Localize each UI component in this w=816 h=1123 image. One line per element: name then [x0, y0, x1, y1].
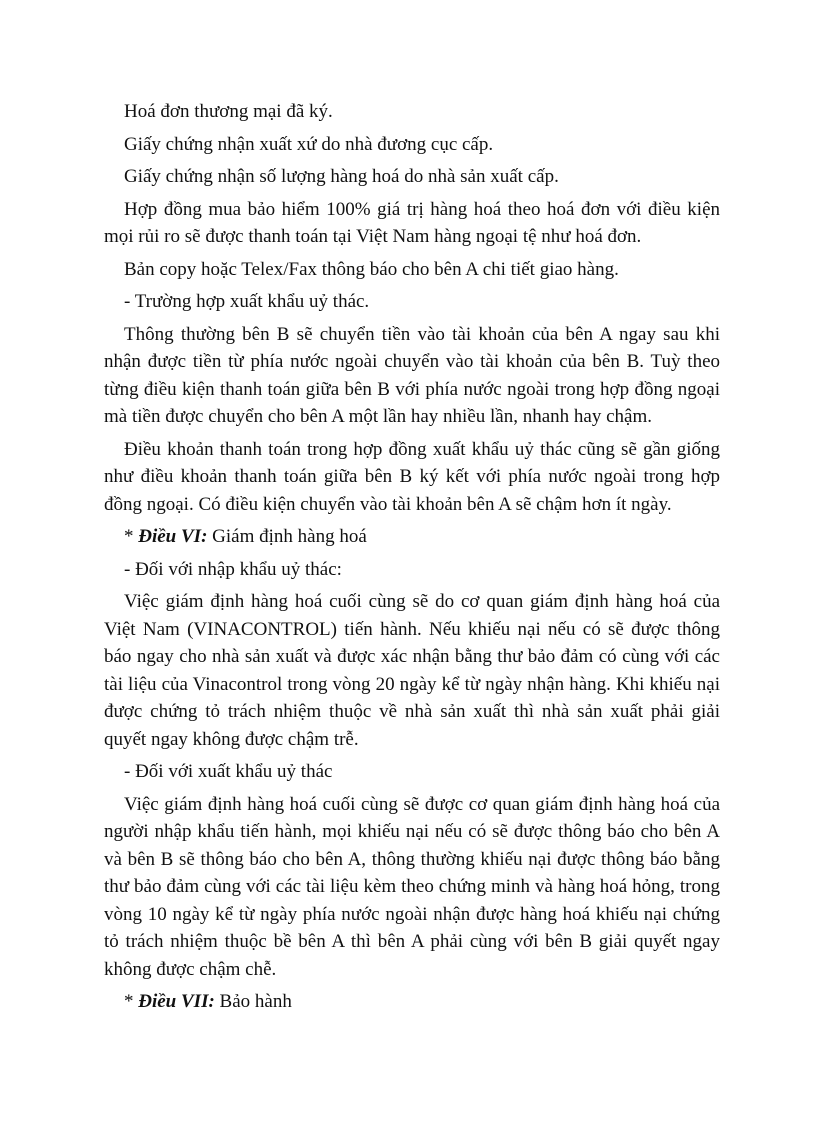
- paragraph-export-entrustment-case: - Trường hợp xuất khẩu uỷ thác.: [124, 291, 370, 312]
- section-title: Bảo hành: [214, 991, 292, 1012]
- section-prefix: *: [124, 991, 139, 1012]
- paragraph-import-entrustment: - Đối với nhập khẩu uỷ thác:: [124, 558, 342, 580]
- paragraph-export-entrustment: - Đối với xuất khẩu uỷ thác: [124, 761, 333, 782]
- paragraph-payment-transfer: Thông thường bên B sẽ chuyển tiền vào tài khoản của bên A ngay sau khi nhận được tiền từ phía nước ngoài chuyển vào tài khoản của bên B. Tuỳ theo từng điều kiện thanh toán giữa bên B với phía nước ngoài trong hợp đồng ngoại mà tiền được chuyển cho bên A một lần hay nhiều lần, nhanh hay chậm.: [104, 323, 720, 427]
- paragraph-certificate-quantity: Giấy chứng nhận số lượng hàng hoá do nhà sản xuất cấp.: [124, 166, 559, 187]
- paragraph-certificate-origin: Giấy chứng nhận xuất xứ do nhà đương cục cấp.: [124, 133, 494, 155]
- section-heading-article-7: [104, 988, 720, 1016]
- section-label: Điều VI:: [138, 526, 208, 547]
- section-prefix: *: [124, 526, 139, 547]
- paragraph-insurance-contract: Hợp đồng mua bảo hiểm 100% giá trị hàng hoá theo hoá đơn với điều kiện mọi rủi ro sẽ được thanh toán tại Việt Nam hàng ngoại tệ như hoá đơn.: [104, 198, 720, 247]
- paragraph-importer-inspection: Việc giám định hàng hoá cuối cùng sẽ được cơ quan giám định hàng hoá của người nhập khẩu tiến hành, mọi khiếu nại nếu có sẽ được thông báo cho bên A và bên B sẽ thông báo cho bên A, thông thường khiếu nại được thông báo bằng thư bảo đảm cùng với các tài liệu kèm theo chứng minh và hàng hoá hỏng, trong vòng 10 ngày kể từ ngày phía nước ngoài nhận được hàng hoá khiếu nại chứng tỏ trách nhiệm thuộc bề bên A thì bên A phải cùng với bên B giải quyết ngay không được chậm chễ.: [104, 793, 720, 980]
- paragraph-vinacontrol-inspection: Việc giám định hàng hoá cuối cùng sẽ do cơ quan giám định hàng hoá của Việt Nam (VINACONTROL) tiến hành. Nếu khiếu nại nếu có sẽ được thông báo ngay cho nhà sản xuất và được xác nhận bằng thư bảo đảm có cùng với các tài liệu của Vinacontrol trong vòng 20 ngày kể từ ngày nhận hàng. Khi khiếu nại được chứng tỏ trách nhiệm thuộc về nhà sản xuất thì nhà sản xuất phải giải quyết ngay không được chậm trễ.: [104, 591, 720, 750]
- section-title: Giám định hàng hoá: [207, 526, 367, 547]
- section-heading-article-6: [104, 523, 720, 551]
- paragraph-commercial-invoice: Hoá đơn thương mại đã ký.: [124, 101, 333, 122]
- paragraph-payment-terms: Điều khoản thanh toán trong hợp đồng xuất khẩu uỷ thác cũng sẽ gần giống như điều khoản thanh toán giữa bên B ký kết với phía nước ngoài trong hợp đồng ngoại. Có điều kiện chuyển vào tài khoản bên A sẽ chậm hơn ít ngày.: [104, 438, 720, 515]
- paragraph-shipping-notice: Bản copy hoặc Telex/Fax thông báo cho bên A chi tiết giao hàng.: [124, 258, 619, 280]
- section-label: Điều VII:: [138, 991, 215, 1012]
- document-body: [104, 98, 720, 1021]
